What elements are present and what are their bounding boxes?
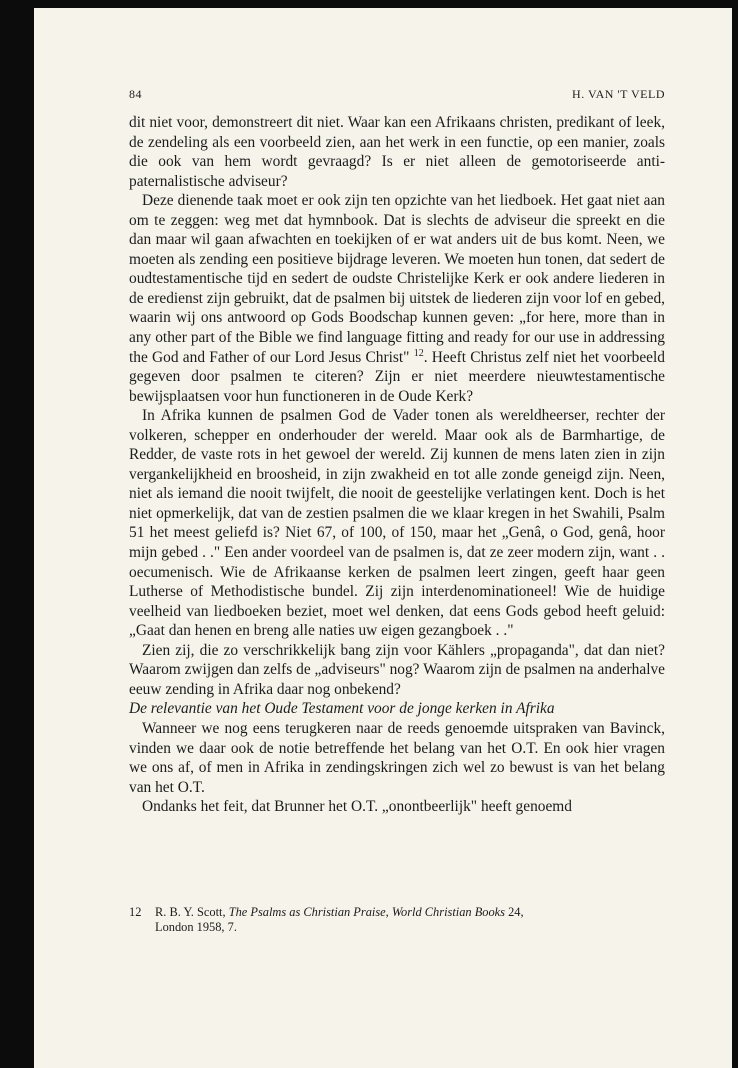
scan-edge-left <box>0 0 34 1068</box>
paragraph: In Afrika kunnen de psalmen God de Vader tonen als wereldheerser, rechter der volkeren, schepper en onderhouder der wereld. Maar ook als de Barmhartige, de Redder, de vaste rots in het gewoel der wereld. Zij kunnen de mens laten zien in zijn vergankelijkheid en broosheid, in zijn zwakheid en tot alle zonde geneigd zijn. Neen, niet als iemand die nooit twijfelt, die nooit de geestelijke verlatingen kent. Doch is het niet opmerkelijk, dat van de zestien psalmen die we klaar kregen in het Swahili, Psalm 51 het meest geliefd is? Niet 67, of 100, of 150, maar het „Genâ, o God, genâ, hoor mijn gebed . ." Een ander voordeel van de psalmen is, dat ze zeer modern zijn, want . . oecumenisch. Wie de Afrikaanse kerken de psalmen leert zingen, geeft haar geen Lutherse of Methodistische bundel. Zij zijn interdenominationeel! Wie de huidige veelheid van liedboeken beziet, moet wel denken, dat eens Gods gebod heeft geluid: „Gaat dan henen en breng alle naties uw eigen gezangboek . ." <box>129 407 665 640</box>
page-header <box>129 87 665 103</box>
footnote-author: R. B. Y. Scott, <box>155 905 226 919</box>
footnote-details: 24, <box>508 905 524 919</box>
body-text <box>129 113 665 817</box>
paragraph: Ondanks het feit, dat Brunner het O.T. „onontbeerlijk" heeft genoemd <box>142 798 572 816</box>
section-heading: De relevantie van het Oude Testament voor de jonge kerken in Afrika <box>129 700 555 718</box>
scan-edge-right <box>732 0 738 1068</box>
paragraph-text: . Heeft Christus zelf niet het voorbeeld gegeven door psalmen te citeren? Zijn er niet meerdere nieuwtestamentische bewijsplaatsen voor hun functioneren in de Oude Kerk? <box>129 348 665 405</box>
footnote-reference: 12 <box>413 347 424 359</box>
page-number: 84 <box>129 87 142 101</box>
paragraph: Zien zij, die zo verschrikkelijk bang zijn voor Kählers „propaganda", dat dan niet? Waarom zwijgen dan zelfs de „adviseurs" nog? Waarom zijn de psalmen na anderhalve eeuw zending in Afrika daar nog onbekend? <box>129 641 665 698</box>
footnote-line <box>129 905 665 920</box>
footnote <box>129 905 665 935</box>
paragraph: dit niet voor, demonstreert dit niet. Waar kan een Afrikaans christen, predikant of leek, de zendeling als een voorbeeld zien, aan het werk in een functie, op een manier, zoals die ook van hem wordt gevraagd? Is er niet alleen de gemotoriseerde anti-paternalistische adviseur? <box>129 114 665 190</box>
paragraph-text: Deze dienende taak moet er ook zijn ten opzichte van het liedboek. Het gaat niet aan om te zeggen: weg met dat hymnbook. Dat is slechts de adviseur die spreekt en die dan maar wil gaan afwachten en toekijken of er wat anders uit de bus komt. Neen, we moeten als zending een positieve bijdrage leveren. We moeten hun tonen, dat sedert de oudtestamentische tijd en sedert de oudste Christelijke Kerk er ook andere liederen in de eredienst zijn gebruikt, dat de psalmen bij uitstek de liederen zijn voor lof en gebed, waarin wij ons antwoord op Gods Boodschap kunnen geven: „for here, more than in any other part of the Bible we find language fitting and ready for our use in addressing the God and Father of our Lord Jesus Christ" <box>129 192 665 366</box>
footnote-marker: 12 <box>129 905 142 919</box>
footnote-line: London 1958, 7. <box>155 920 237 934</box>
paragraph: Wanneer we nog eens terugkeren naar de reeds genoemde uitspraken van Bavinck, vinden we daar ook de notie betreffende het belang van het O.T. En ook hier vragen we ons af, of men in Afrika in zendingskringen zich wel zo bewust is van het belang van het O.T. <box>129 719 665 796</box>
scan-edge-top <box>0 0 738 8</box>
footnote-title: The Psalms as Christian Praise, World Christian Books <box>228 905 505 919</box>
running-head: H. VAN 'T VELD <box>572 87 665 101</box>
paragraph <box>129 191 665 406</box>
